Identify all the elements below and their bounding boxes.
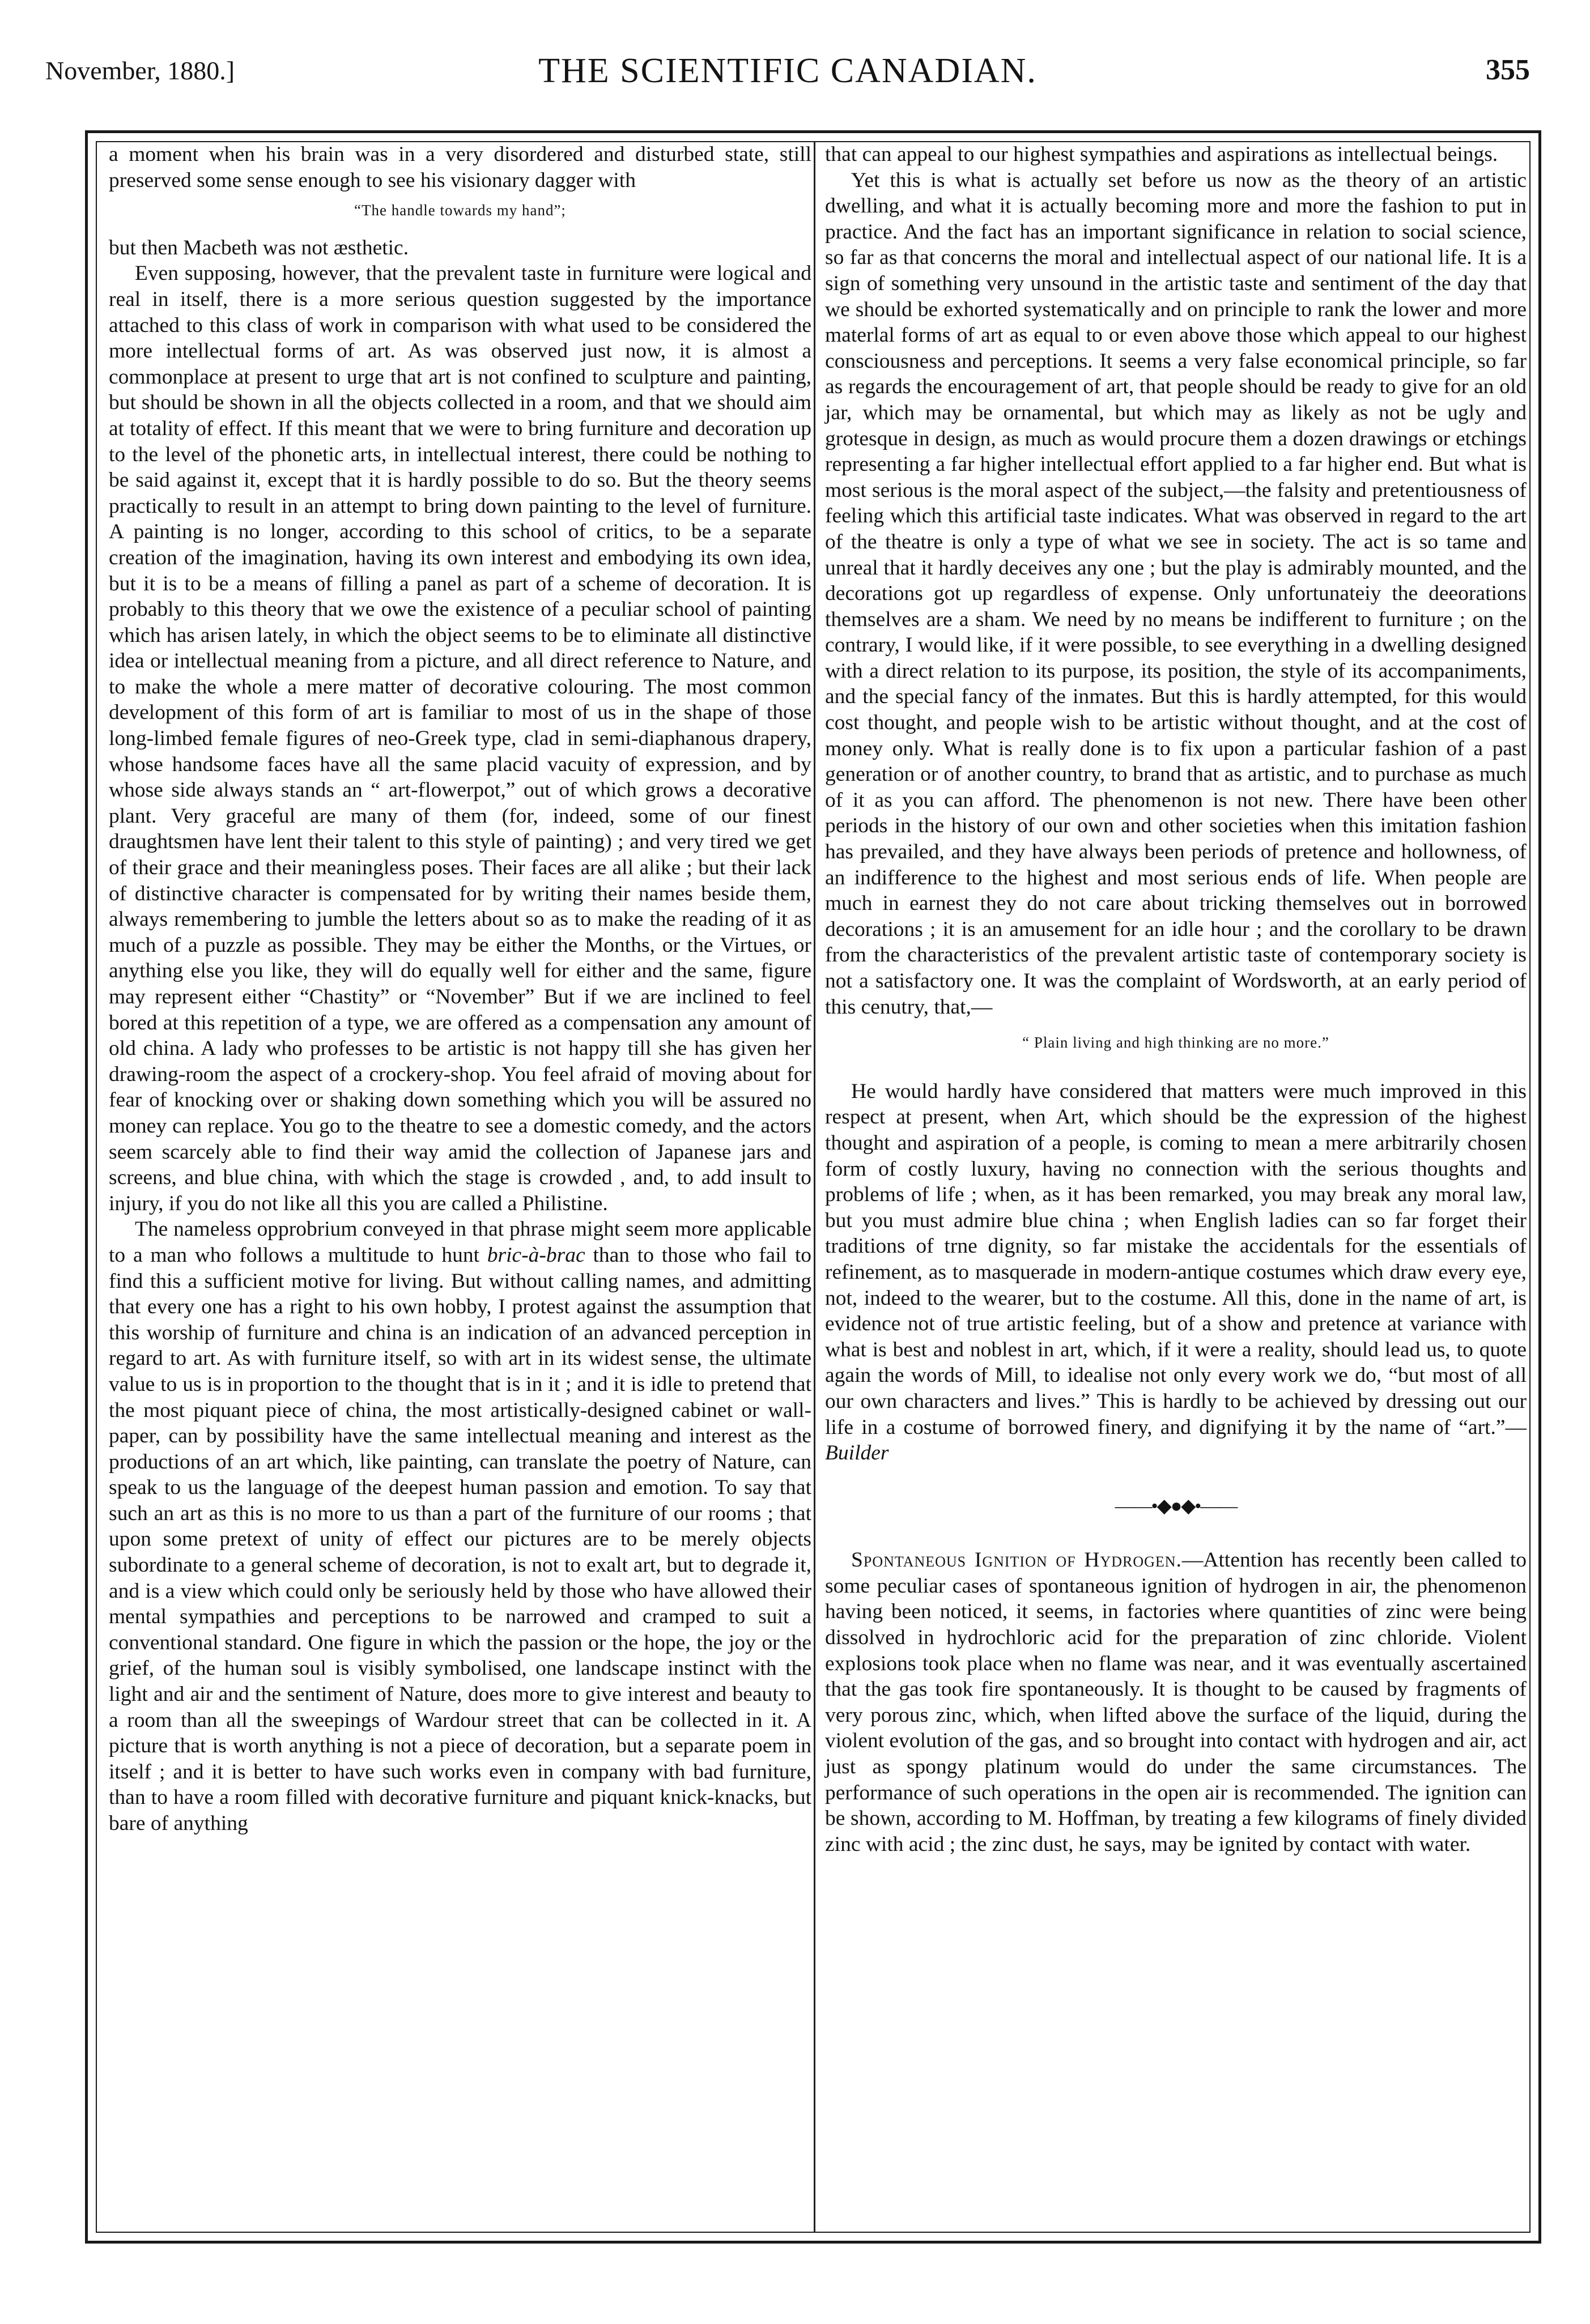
right-column xyxy=(825,142,1527,1857)
ornament-glyphs: ——•◆●◆•—— xyxy=(1115,1495,1237,1517)
left-paragraph-1: a moment when his brain was in a very disordered and disturbed state, still preserved some sense enough to see his visionary dagger with xyxy=(109,143,811,192)
wordsworth-quote: “ Plain living and high thinking are no more.” xyxy=(1022,1034,1329,1052)
article-source: Builder xyxy=(825,1441,889,1465)
page-number: 355 xyxy=(1486,54,1530,86)
hydrogen-article-body: —Attention has recently been called to some peculiar cases of spontaneous ignition of hydrogen in air, the phenomenon having been noticed, it seems, in factories where quantities of zinc were being dissolved in hydrochloric acid for the preparation of zinc chloride. Violent explosions took place when no flame was near, and it was eventually ascertained that the gas took fire spontaneously. It is thought to be caused by fragments of very porous zinc, which, when lifted above the surface of the liquid, during the violent evolution of the gas, and so brought into contact with hydrogen and air, act just as spongy platinum would do under the same circumstances. The performance of such operations in the open air is recommended. The ignition can be shown, according to M. Hoffman, by treating a few kilograms of finely divided zinc with acid ; the zinc dust, he says, may be ignited by contact with water. xyxy=(825,1548,1527,1856)
journal-title: THE SCIENTIFIC CANADIAN. xyxy=(538,52,1037,90)
bric-a-brac-term: bric-à-brac xyxy=(487,1243,585,1267)
left-paragraph-4-part-a: The nameless opprobrium conveyed in that phrase might seem more applicable to a man who follows a multitude to hunt xyxy=(109,1218,811,1267)
right-paragraph-2: Yet this is what is actually set before us now as the theory of an artistic dwelling, and what it is actually becoming more and more the fashion to put in practice. And the fact has an important significance in relation to social science, so far as that concerns the moral and intellectual aspect of our national life. It is a sign of something very unsound in the artistic taste and sentiment of the day that we should be exhorted systematically and on principle to rank the lower and more materlal forms of art as equal to or even above those which appeal to our highest consciousness and perceptions. It seems a very false economical principle, so far as regards the encouragement of art, that people should be ready to give for an old jar, which may be ornamental, but which may as likely as not be ugly and grotesque in design, as much as would procure them a dozen drawings or etchings representing a far higher intellectual effort applied to a far higher end. But what is most serious is the moral aspect of the subject,—the falsity and pretentiousness of feeling which this artificial taste indicates. What was observed in regard to the art of the theatre is only a type of what we see in society. The act is so tame and unreal that it hardly deceives any one ; but the play is admirably mounted, and the decorations got up regardless of expense. Only unfortunateiy the deeorations themselves are a sham. We need by no means be indifferent to furniture ; on the contrary, I would like, if it were possible, to see everything in a dwelling designed with a direct relation to its purpose, its position, the style of its accompaniments, and the special fancy of the inmates. But this is hardly attempted, for this would cost thought, and people wish to be artistic without thought, and at the cost of money only. What is really done is to fix upon a particular fashion of a past generation or of another country, to brand that as artistic, and to purchase as much of it as you can afford. The phenomenon is not new. There have been other periods in the history of our own and other societies when this imitation fashion has prevailed, and they have always been periods of pretence and hollowness, of an indifference to the highest and most serious ends of life. When people are much in earnest they do not care about tricking themselves out in borrowed decorations ; it is an amusement for an idle hour ; and the corollary to be drawn from the characteristics of the prevalent artistic taste of contemporary society is not a satisfactory one. It was the complaint of Wordsworth, at an early period of this cenutry, that,— xyxy=(825,168,1527,1019)
left-paragraph-2: but then Macbeth was not æsthetic. xyxy=(109,236,409,259)
macbeth-quote: “The handle towards my hand”; xyxy=(354,202,566,219)
section-ornament xyxy=(825,1493,1527,1519)
left-paragraph-4-part-b: than to those who fail to find this a sufficient motive for living. But without calling names, and admitting that every one has a right to his own hobby, I protest against the assumption that this worship of furniture and china is an indication of an advanced perception in regard to art. As with furniture itself, so with art in its widest sense, the ultimate value to us is in proportion to the thought that is in it ; and it is idle to pretend that the most piquant piece of china, the most artistically-designed cabinet or wall-paper, can by possibility have the same intellectual meaning and interest as the productions of an art which, like painting, can translate the poetry of Nature, can speak to us the language of the deepest human passion and emotion. To say that such an art as this is no more to us than a part of the furniture of our rooms ; that upon some pretext of unity of effect our pictures are to be merely objects subordinate to a general scheme of decoration, is not to exalt art, but to degrade it, and is a view which could only be seriously held by those who have allowed their mental sympathies and perceptions to be narrowed and cramped to suit a conventional standard. One figure in which the passion or the hope, the joy or the grief, of the human soul is visibly symbolised, one landscape instinct with the light and air and the sentiment of Nature, does more to give interest and beauty to a room than all the sweepings of Wardour street that can be collected in it. A picture that is worth anything is not a piece of decoration, but a separate poem in itself ; and it is better to have such works even in company with bad furniture, than to have a room filled with decorative furniture and piquant knick-knacks, but bare of anything xyxy=(109,1243,811,1835)
left-paragraph-4 xyxy=(109,1216,811,1836)
hydrogen-article xyxy=(825,1547,1527,1857)
issue-date: November, 1880.] xyxy=(45,56,235,85)
right-paragraph-3 xyxy=(825,1079,1527,1466)
right-paragraph-3-body: He would hardly have considered that matters were much improved in this respect at present, when Art, which should be the expression of the highest thought and aspiration of a people, is coming to mean a mere arbitrarily chosen form of costly luxury, having no connection with the serious thoughts and problems of life ; when, as it has been remarked, you may break any moral law, but you must admire blue china ; when English ladies can so far forget their traditions of trne dignity, so far mistake the accidentals for the essentials of refinement, as to masquerade in modern-antique costumes which draw every eye, not, indeed to the wearer, but to the costume. All this, done in the name of art, is evidence not of true artistic feeling, but of a show and pretence at variance with what is best and noblest in art, which, if it were a reality, should lead us, to quote again the words of Mill, to idealise not only every work we do, “but most of all our own characters and lives.” This is hardly to be achieved by dressing out our life in a costume of borrowed finery, and dignifying it by the name of “art.”— xyxy=(825,1079,1527,1439)
right-paragraph-1: that can appeal to our highest sympathies and aspirations as intellectual beings. xyxy=(825,143,1498,166)
hydrogen-article-heading: Spontaneous Ignition of Hydrogen. xyxy=(851,1548,1182,1572)
page-header xyxy=(45,41,1530,103)
column-divider xyxy=(814,142,815,2232)
left-column xyxy=(109,142,811,1837)
left-paragraph-3: Even supposing, however, that the prevalent taste in furniture were logical and real in itself, there is a more serious question suggested by the importance attached to this class of work in comparison with what used to be considered the more intellectual forms of art. As was observed just now, it is almost a commonplace at present to urge that art is not confined to sculpture and painting, but should be shown in all the objects collected in a room, and that we should aim at totality of effect. If this meant that we were to bring furniture and decoration up to the level of the phonetic arts, in intellectual interest, there could be nothing to be said against it, except that it is hardly possible to do so. But the theory seems practically to result in an attempt to bring down painting to the level of furniture. A painting is no longer, according to this school of critics, to be a separate creation of the imagination, having its own interest and embodying its own idea, but it is to be a means of filling a panel as part of a scheme of decoration. It is probably to this theory that we owe the existence of a peculiar school of painting which has arisen lately, in which the object seems to be to eliminate all distinctive idea or intellectual meaning from a picture, and all direct reference to Nature, and to make the whole a mere matter of decorative colouring. The most common development of this form of art is familiar to most of us in the shape of those long-limbed female figures of neo-Greek type, clad in semi-diaphanous drapery, whose handsome faces have all the same placid vacuity of expression, and by whose side always stands an “ art-flowerpot,” out of which grows a decorative plant. Very graceful are many of them (for, indeed, some of our finest draughtsmen have lent their talent to this style of painting) ; and very tired we get of their grace and their meaningless poses. Their faces are all alike ; but their lack of distinctive character is compensated for by writing their names beside them, always remembering to jumble the letters about so as to make the reading of it as much of a puzzle as possible. They may be either the Months, or the Virtues, or anything else you like, they will do equally well for either and the same, figure may represent either “Chastity” or “November” But if we are inclined to feel bored at this repetition of a type, we are offered as a compensation any amount of old china. A lady who professes to be artistic is not happy till she has given her drawing-room the aspect of a crockery-shop. You feel afraid of moving about for fear of knocking over or shaking down something which you will be assured no money can replace. You go to the theatre to see a domestic comedy, and the actors seem scarcely able to find their way amid the collection of Japanese jars and screens, and blue china, with which the stage is crowded , and, to add insult to injury, if you do not like all this you are called a Philistine. xyxy=(109,262,811,1215)
